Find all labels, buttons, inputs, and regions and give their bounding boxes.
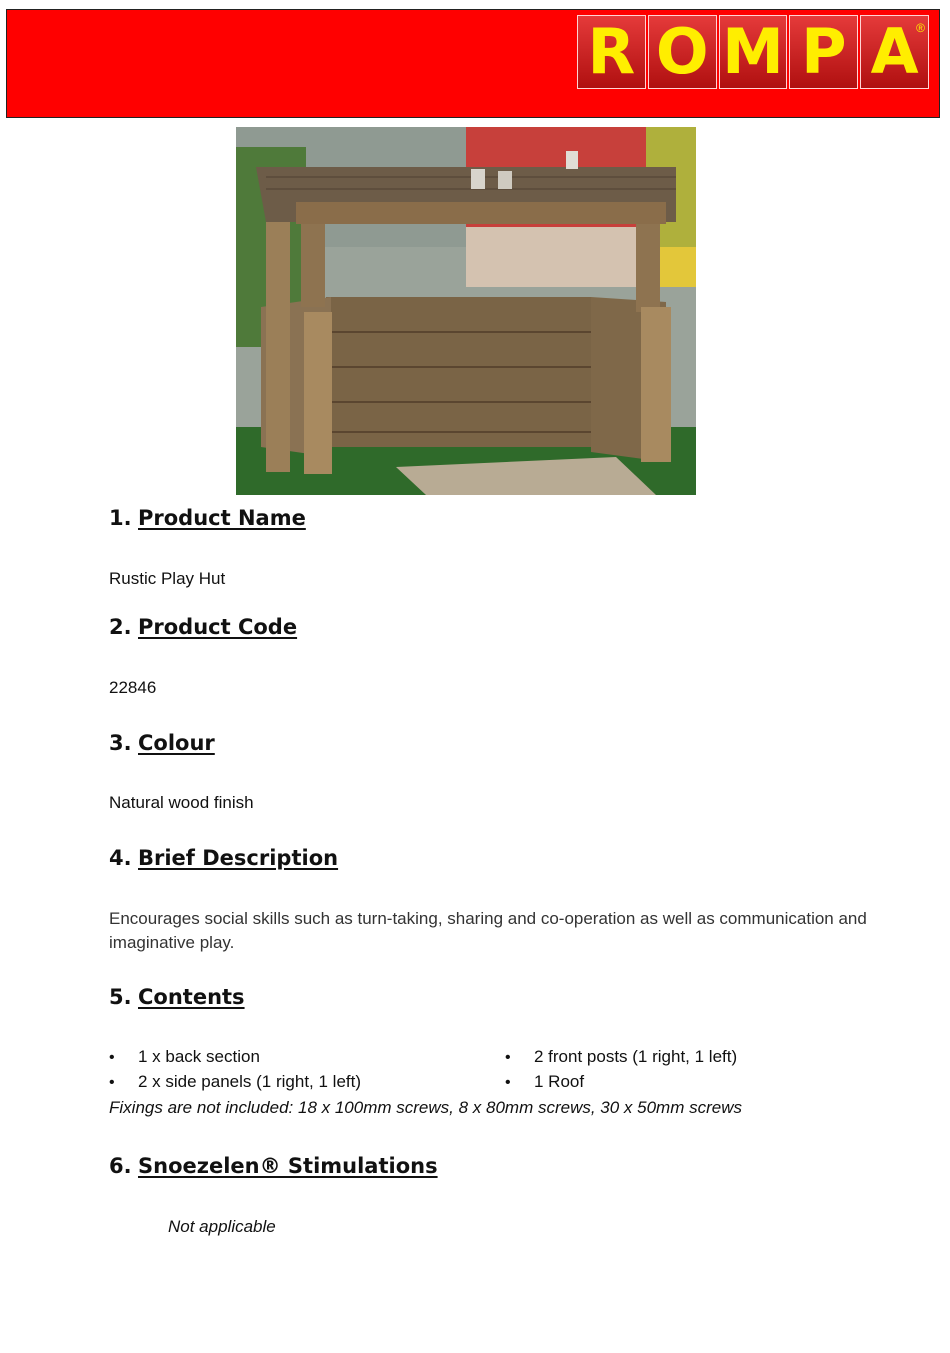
contents-item-text: 1 x back section <box>138 1047 260 1066</box>
section-heading-contents <box>109 985 245 1009</box>
colour-value: Natural wood finish <box>109 793 254 812</box>
bullet-icon: • <box>109 1049 115 1066</box>
section-heading-snoezelen-stimulations <box>109 1154 438 1178</box>
section-title: Snoezelen® Stimulations <box>138 1154 438 1178</box>
section-number: 3. <box>109 731 132 755</box>
bullet-icon: • <box>505 1049 511 1066</box>
contents-list-item <box>109 1047 260 1067</box>
snoezelen-value: Not applicable <box>168 1217 276 1236</box>
contents-list-item <box>505 1072 584 1092</box>
product-photo <box>236 127 696 495</box>
section-number: 4. <box>109 846 132 870</box>
section-heading-colour <box>109 731 215 755</box>
logo-letter: P <box>789 15 858 89</box>
product-code-value: 22846 <box>109 678 157 697</box>
logo-letter: O <box>648 15 717 89</box>
section-number: 1. <box>109 506 132 530</box>
logo-letter: A <box>860 15 929 89</box>
registered-mark: ® <box>916 21 925 35</box>
section-number: 5. <box>109 985 132 1009</box>
contents-list-item <box>109 1072 361 1092</box>
section-number: 2. <box>109 615 132 639</box>
section-title: Brief Description <box>138 846 339 870</box>
section-title: Product Code <box>138 615 298 639</box>
description-text: Encourages social skills such as turn-taking, sharing and co-operation as well as communication and imaginative play. <box>109 909 867 952</box>
logo-letter: R <box>577 15 646 89</box>
contents-item-text: 2 x side panels (1 right, 1 left) <box>138 1072 362 1091</box>
section-heading-brief-description <box>109 846 338 870</box>
section-heading-product-name <box>109 506 306 530</box>
section-title: Product Name <box>138 506 306 530</box>
contents-item-text: 2 front posts (1 right, 1 left) <box>534 1047 738 1066</box>
logo-letter: M <box>719 15 788 89</box>
contents-list-item <box>505 1047 737 1067</box>
section-number: 6. <box>109 1154 132 1178</box>
section-heading-product-code <box>109 615 297 639</box>
fixings-note: Fixings are not included: 18 x 100mm screws, 8 x 80mm screws, 30 x 50mm screws <box>109 1098 742 1117</box>
bullet-icon: • <box>109 1074 115 1091</box>
product-name-value: Rustic Play Hut <box>109 569 226 588</box>
bullet-icon: • <box>505 1074 511 1091</box>
contents-item-text: 1 Roof <box>534 1072 585 1091</box>
rompa-logo <box>577 15 929 89</box>
section-title: Contents <box>138 985 245 1009</box>
section-title: Colour <box>138 731 215 755</box>
